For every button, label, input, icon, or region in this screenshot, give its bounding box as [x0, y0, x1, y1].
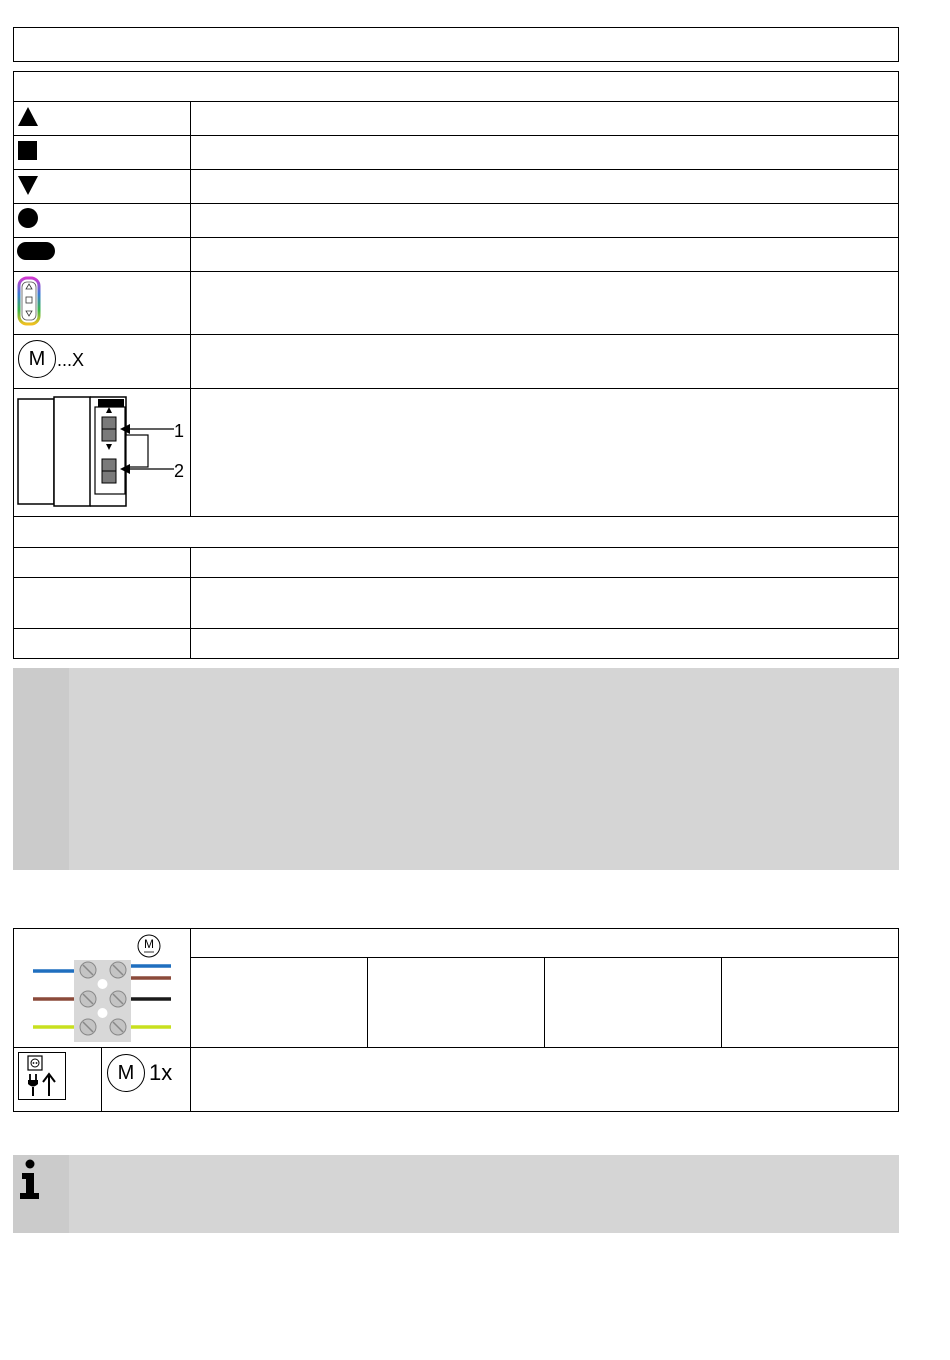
down-arrow-icon	[18, 176, 38, 195]
hand-transmitter-icon	[17, 276, 41, 329]
info-icon	[17, 1159, 43, 1204]
connector-diagram-icon	[16, 393, 188, 514]
wiring-motor-letter: M	[144, 937, 154, 951]
filled-circle-icon	[18, 208, 38, 228]
motor-1x-label: 1x	[149, 1060, 173, 1085]
terminal-block-diagram	[30, 932, 180, 1047]
motor-1x-letter: M	[117, 1061, 135, 1084]
stop-square-icon	[18, 141, 37, 160]
motor-icon	[18, 340, 56, 378]
motor-letter: M	[28, 347, 46, 370]
info-box	[13, 1155, 899, 1233]
callout-1: 1	[174, 421, 185, 441]
note-box-margin	[13, 668, 69, 870]
oval-button-icon	[17, 242, 55, 260]
title-box	[13, 27, 899, 62]
symbols-table	[13, 71, 899, 659]
callout-2: 2	[174, 461, 185, 481]
mains-plug-icon	[18, 1052, 66, 1103]
note-box	[13, 668, 899, 870]
motor-x-label: ...X	[57, 350, 85, 370]
motor-1x-icon	[107, 1054, 145, 1092]
up-arrow-icon	[18, 107, 38, 126]
